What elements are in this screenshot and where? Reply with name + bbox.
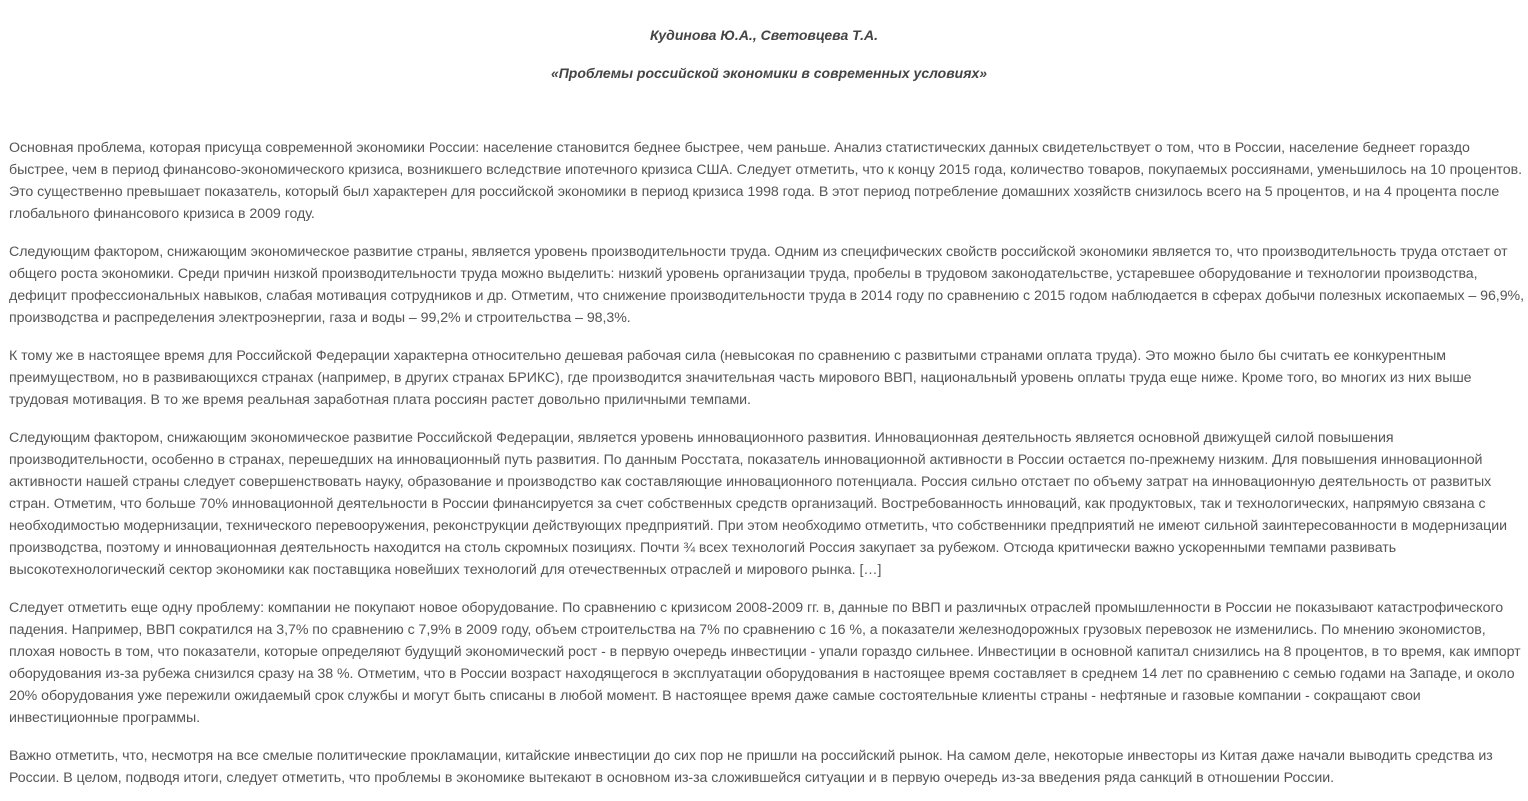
article-body bbox=[9, 137, 1528, 801]
paragraph-3: К тому же в настоящее время для Российской Федерации характерна относительно дешевая рабочая сила (невысокая по сравнению с развитыми странами оплата труда). Это можно было бы считать ее конкурентным преимуществом, но в развивающихся странах (например, в других странах БРИКС), где производится значительная часть мирового ВВП, национальный уровень оплаты труда еще ниже. Кроме того, во многих из них выше трудовая мотивация. В то же время реальная заработная плата россиян растет довольно приличными темпами. bbox=[9, 348, 1472, 408]
paragraph-2: Следующим фактором, снижающим экономическое развитие страны, является уровень производительности труда. Одним из специфических свойств российской экономики является то, что производительность труда отстает от общего роста экономики. Среди причин низкой производительности труда можно выделить: низкий уровень организации труда, пробелы в трудовом законодательстве, устаревшее оборудование и технологии производства, дефицит профессиональных навыков, слабая мотивация сотрудников и др. Отметим, что снижение производительности труда в 2014 году по сравнению с 2015 годом наблюдается в сферах добычи полезных ископаемых – 96,9%, производства и распределения электроэнергии, газа и воды – 99,2% и строительства – 98,3%. bbox=[9, 244, 1524, 326]
article-title: «Проблемы российской экономики в современных условиях» bbox=[550, 65, 988, 81]
paragraph-1: Основная проблема, которая присуща современной экономики России: население становится беднее быстрее, чем раньше. Анализ статистических данных свидетельствует о том, что в России, население беднеет гораздо быстрее, чем в период финансово-экономического кризиса, возникшего вследствие ипотечного кризиса США. Следует отметить, что к концу 2015 года, количество товаров, покупаемых россиянами, уменьшилось на 10 процентов. Это существенно превышает показатель, который был характерен для российской экономики в период кризиса 1998 года. В этот период потребление домашних хозяйств снизилось всего на 5 процентов, и на 4 процента после глобального финансового кризиса в 2009 году. bbox=[9, 140, 1523, 222]
paragraph-5: Следует отметить еще одну проблему: компании не покупают новое оборудование. По сравнению с кризисом 2008-2009 гг. в, данные по ВВП и различных отраслей промышленности в России не показывают катастрофического падения. Например, ВВП сократился на 3,7% по сравнению с 7,9% в 2009 году, объем строительства на 7% по сравнению с 16 %, а показатели железнодорожных грузовых перевозок не изменились. По мнению экономистов, плохая новость в том, что показатели, которые определяют будущий экономический рост - в первую очередь инвестиции - упали гораздо сильнее. Инвестиции в основной капитал снизились на 8 процентов, в то время, как импорт оборудования из-за рубежа снизился сразу на 38 %. Отметим, что в России возраст находящегося в эксплуатации оборудования в настоящее время составляет в среднем 14 лет по сравнению с семью годами на Западе, и около 20% оборудования уже пережили ожидаемый срок службы и могут быть списаны в любой момент. В настоящее время даже самые состоятельные клиенты страны - нефтяные и газовые компании - сокращают свои инвестиционные программы. bbox=[9, 600, 1521, 726]
paragraph-6: Важно отметить, что, несмотря на все смелые политические прокламации, китайские инвестиции до сих пор не пришли на российский рынок. На самом деле, некоторые инвесторы из Китая даже начали выводить средства из России. В целом, подводя итоги, следует отметить, что проблемы в экономике вытекают в основном из-за сложившейся ситуации и в первую очередь из-за введения ряда санкций в отношении России. bbox=[9, 748, 1493, 786]
paragraph-4: Следующим фактором, снижающим экономическое развитие Российской Федерации, является уровень инновационного развития. Инновационная деятельность является основной движущей силой повышения производительности, особенно в странах, перешедших на инновационный путь развития. По данным Росстата, показатель инновационной активности в России остается по-прежнему низким. Для повышения инновационной активности нашей страны следует совершенствовать науку, образование и производство как составляющие инновационного потенциала. Россия сильно отстает по объему затрат на инновационную деятельность от развитых стран. Отметим, что больше 70% инновационной деятельности в России финансируется за счет собственных средств организаций. Востребованность инноваций, как продуктовых, так и технологических, напрямую связана с необходимостью модернизации, технического перевооружения, реконструкции действующих предприятий. При этом необходимо отметить, что собственники предприятий не имеют сильной заинтересованности в модернизации производства, поэтому и инновационная деятельность находится на столь скромных позициях. Почти ¾ всех технологий Россия закупает за рубежом. Отсюда критически важно ускоренными темпами развивать высокотехнологический сектор экономики как поставщика новейших технологий для отечественных отраслей и мирового рынка. […] bbox=[9, 430, 1507, 578]
article-authors: Кудинова Ю.А., Световцева Т.А. bbox=[649, 27, 879, 43]
